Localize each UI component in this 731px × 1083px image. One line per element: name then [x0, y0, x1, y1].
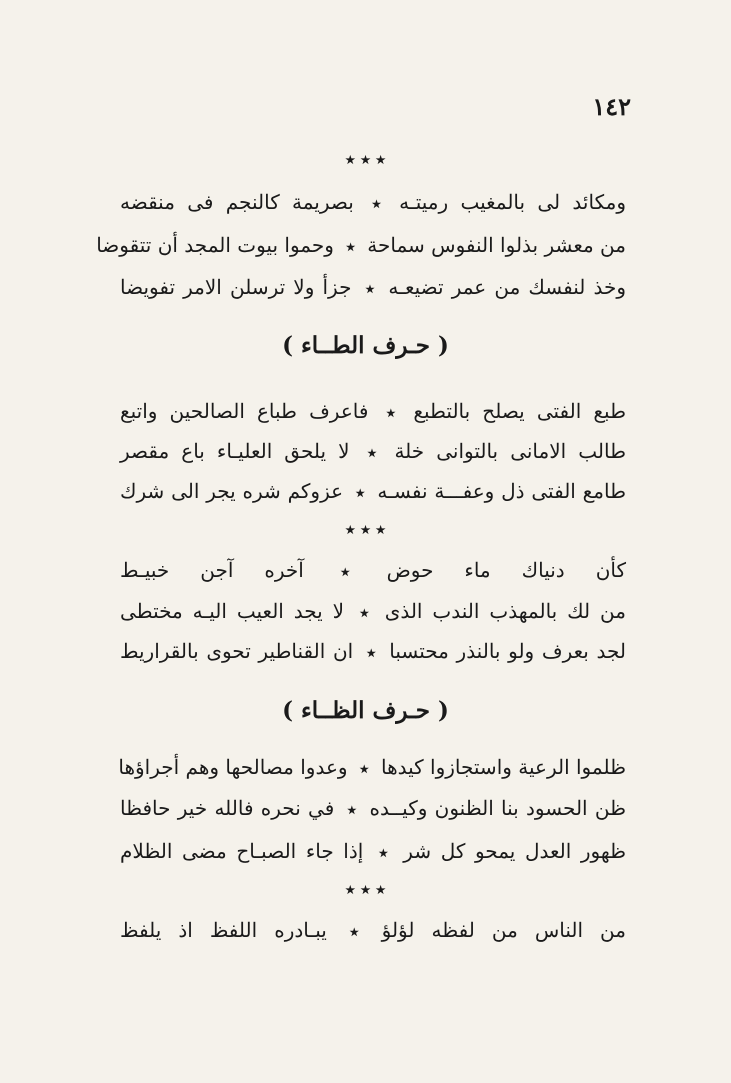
verse-second-half: عزوكم شره يجر الى شرك [120, 479, 344, 503]
verse-line [120, 596, 626, 626]
verse-separator: ٭ [378, 843, 388, 862]
verse-first-half: طالب الامانى بالتوانى خلة [394, 439, 627, 463]
verse-first-half: من معشر بذلوا النفوس سماحة [367, 233, 626, 257]
verse-line [120, 476, 626, 506]
verse-second-half: إذا جاء الصبـاح مضى الظلام [120, 839, 364, 863]
verse-separator: ٭ [355, 483, 365, 502]
verse-separator: ٭ [359, 759, 369, 778]
verse-separator: ٭ [340, 562, 350, 581]
verse-line [120, 793, 626, 823]
verse-separator: ٭ [347, 800, 357, 819]
verse-second-half: فاعرف طباع الصالحين واتبع [120, 399, 369, 423]
verse-separator: ٭ [367, 443, 377, 462]
verse-line [120, 187, 626, 217]
stars-divider: ٭ ٭ ٭ [345, 150, 386, 170]
chapter-heading-ta: ( حـرف الطــاء ) [282, 332, 449, 359]
verse-first-half: من الناس من لفظه لؤلؤ [381, 918, 626, 942]
verse-line [120, 272, 626, 302]
verse-first-half: كأن دنياك ماء حوض [386, 558, 627, 582]
verse-line [120, 396, 626, 426]
stars-divider: ٭ ٭ ٭ [345, 520, 386, 540]
verse-line [120, 752, 626, 782]
verse-line [120, 636, 626, 666]
verse-first-half: ومكائد لى بالمغيب رميتـه [399, 190, 627, 214]
verse-separator: ٭ [365, 279, 375, 298]
verse-line [96, 230, 626, 260]
verse-first-half: ظلموا الرعية واستجازوا كيدها [380, 755, 626, 779]
verse-separator: ٭ [366, 643, 376, 662]
verse-first-half: وخذ لنفسك من عمر تضيعـه [388, 275, 626, 299]
verse-separator: ٭ [360, 603, 369, 622]
verse-second-half: لا يلحق العليـاء باع مقصر [120, 439, 350, 463]
verse-first-half: طامع الفتى ذل وعفـــة نفسـه [377, 479, 627, 503]
verse-second-half: بصريمة كالنجم فى منقضه [120, 190, 354, 214]
verse-line [120, 436, 626, 466]
verse-separator: ٭ [386, 403, 396, 422]
verse-first-half: من لك بالمهذب الندب الذى [384, 599, 626, 623]
verse-second-half: جزأ ولا ترسلن الامر تفويضا [120, 275, 352, 299]
verse-line [120, 915, 626, 945]
verse-first-half: ظن الحسود بنا الظنون وكيــده [369, 796, 626, 820]
verse-second-half: وعدوا مصالحها وهم أجراؤها [118, 755, 348, 779]
verse-separator: ٭ [372, 194, 381, 213]
chapter-heading-za: ( حـرف الظــاء ) [282, 697, 449, 724]
stars-divider: ٭ ٭ ٭ [345, 880, 386, 900]
verse-separator: ٭ [346, 237, 355, 256]
verse-second-half: في نحره فالله خير حافظا [120, 796, 335, 820]
verse-separator: ٭ [349, 922, 359, 941]
page-number: ١٤٢ [592, 92, 631, 121]
verse-second-half: وحموا بيوت المجد أن تتقوضا [96, 233, 334, 257]
verse-first-half: طبع الفتى يصلح بالتطبع [413, 399, 626, 423]
verse-line [120, 836, 626, 866]
verse-second-half: يبـادره اللفظ اذ يلفظ [120, 918, 327, 942]
verse-first-half: لجد بعرف ولو بالنذر محتسبا [389, 639, 626, 663]
verse-second-half: لا يجد العيب اليـه مختطى [120, 599, 345, 623]
verse-second-half: ان القناطير تحوى بالقراريط [120, 639, 354, 663]
verse-second-half: آخره آجن خبيـط [120, 558, 304, 582]
verse-first-half: ظهور العدل يمحو كل شر [403, 839, 627, 863]
verse-line [120, 555, 626, 585]
